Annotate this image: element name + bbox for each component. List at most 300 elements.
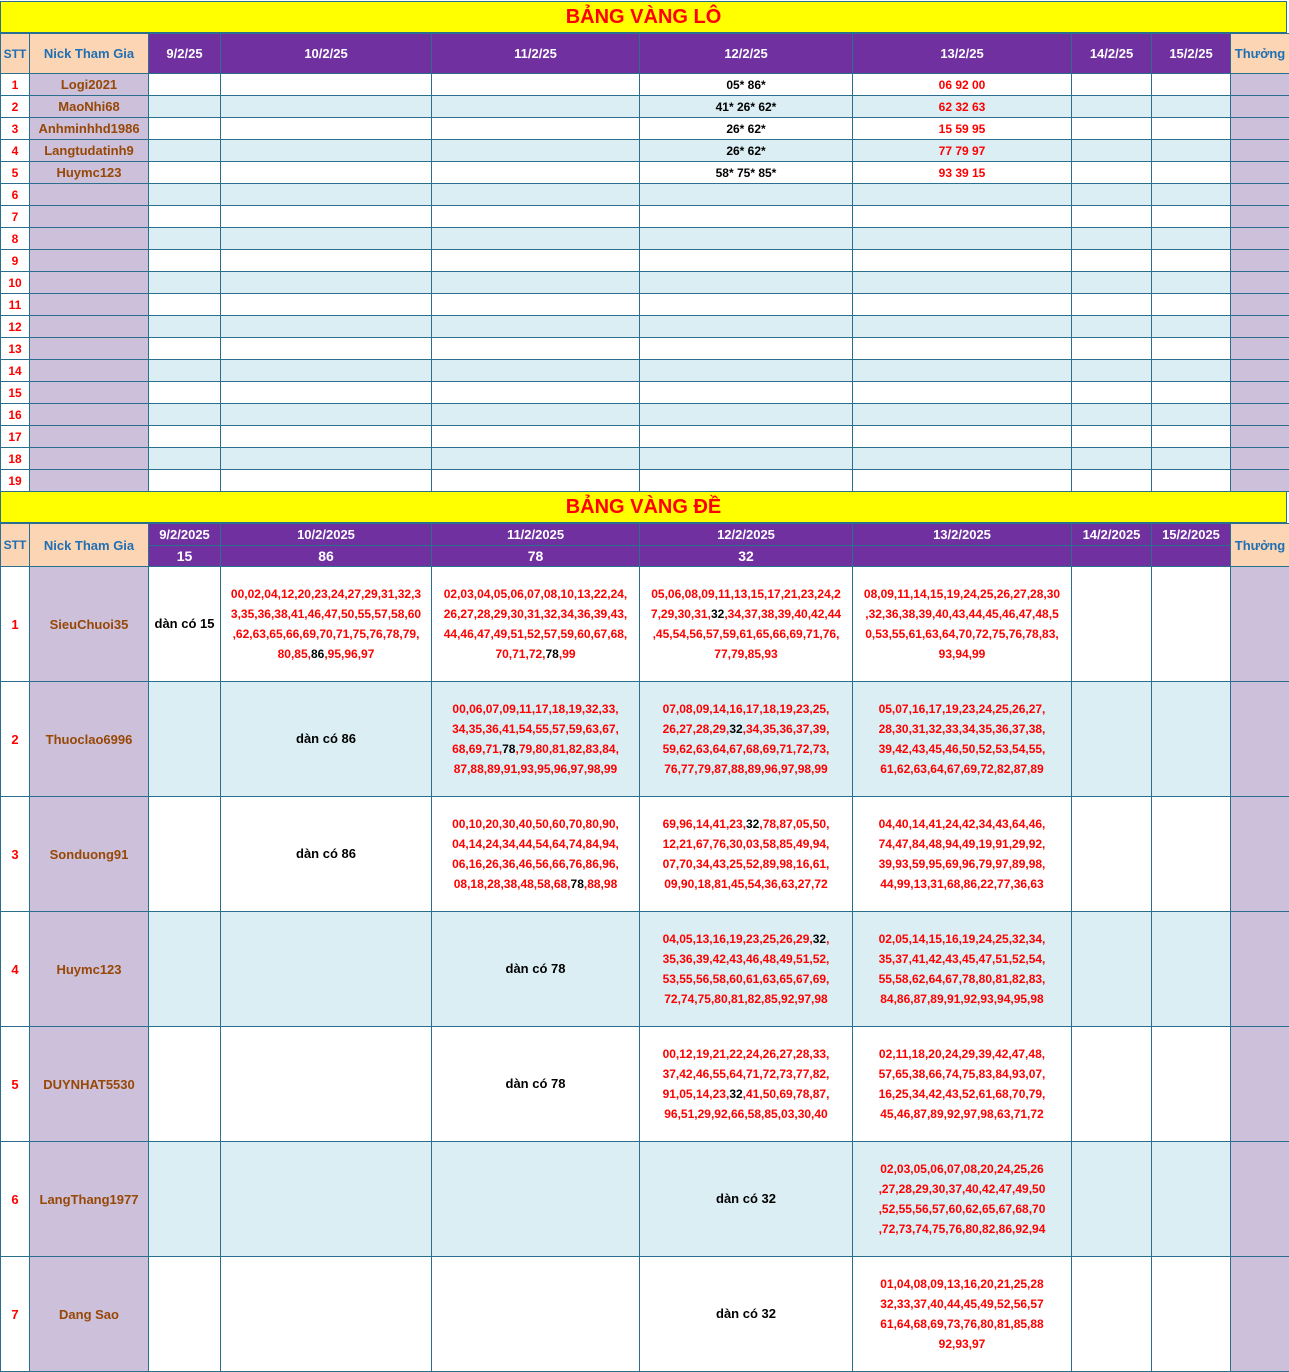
number-line xyxy=(641,584,851,604)
pick-cell xyxy=(1072,162,1152,184)
number-line xyxy=(854,1159,1070,1179)
pick-cell xyxy=(221,272,432,294)
participant-nick: Logi2021 xyxy=(30,74,149,96)
number-line xyxy=(854,1104,1070,1124)
participant-nick: SieuChuoi35 xyxy=(30,567,149,682)
number-set-cell xyxy=(149,1257,221,1372)
pick-cell xyxy=(221,184,432,206)
date-header: 9/2/25 xyxy=(149,34,221,74)
number-segment: 01,04,08,09,13,16,20,21,25,28 xyxy=(880,1277,1044,1291)
number-line xyxy=(854,929,1070,949)
number-set-cell xyxy=(432,567,640,682)
number-segment: ,34,37,38,39,40,42,44 xyxy=(724,607,842,621)
hit-number: 32 xyxy=(710,607,725,621)
number-segment: ,95,96,97 xyxy=(324,647,375,661)
pick-cell xyxy=(853,382,1072,404)
pick-cell xyxy=(853,250,1072,272)
table-row xyxy=(1,426,1289,448)
prize-header: Thưởng xyxy=(1231,524,1289,567)
date-header: 12/2/2025 xyxy=(640,524,853,546)
number-set-cell xyxy=(640,912,853,1027)
number-segment: , xyxy=(826,932,830,946)
number-segment: 00,06,07,09,11,17,18,19,32,33, xyxy=(452,702,619,716)
number-set-cell xyxy=(1152,567,1231,682)
number-set-cell xyxy=(853,1142,1072,1257)
number-line xyxy=(641,719,851,739)
pick-cell xyxy=(149,294,221,316)
number-line xyxy=(641,1084,851,1104)
prize-cell xyxy=(1231,426,1289,448)
pick-cell xyxy=(640,360,853,382)
number-line xyxy=(854,1179,1070,1199)
pick-cell xyxy=(149,404,221,426)
number-segment: ,41,50,69,78,87, xyxy=(742,1087,830,1101)
pick-cell xyxy=(149,448,221,470)
row-number: 5 xyxy=(1,162,30,184)
row-number: 3 xyxy=(1,797,30,912)
pick-cell xyxy=(432,184,640,206)
prize-cell xyxy=(1231,682,1289,797)
prize-cell xyxy=(1231,228,1289,250)
pick-cell xyxy=(1072,294,1152,316)
pick-cell xyxy=(221,96,432,118)
number-set-cell xyxy=(221,912,432,1027)
pick-cell xyxy=(1072,140,1152,162)
pick-cell xyxy=(432,338,640,360)
prize-cell xyxy=(1231,382,1289,404)
hit-number: 78 xyxy=(545,647,559,661)
pick-cell xyxy=(853,360,1072,382)
number-segment: ,62,63,65,66,69,70,71,75,76,78,79, xyxy=(232,627,420,641)
number-segment: 07,70,34,43,25,52,89,98,16,61, xyxy=(662,857,830,871)
table-row xyxy=(1,912,1289,1027)
pick-cell xyxy=(1152,316,1231,338)
pick-cell xyxy=(432,404,640,426)
pick-cell xyxy=(221,338,432,360)
number-line xyxy=(854,1314,1070,1334)
number-segment: ,45,54,56,57,59,61,65,66,69,71,76, xyxy=(652,627,840,641)
pick-cell: 93 39 15 xyxy=(853,162,1072,184)
number-segment: 72,74,75,80,81,82,85,92,97,98 xyxy=(664,992,828,1006)
pick-cell xyxy=(432,360,640,382)
number-segment: 02,11,18,20,24,29,39,42,47,48, xyxy=(878,1047,1046,1061)
pick-cell xyxy=(149,470,221,492)
set-summary: dàn có 86 xyxy=(296,846,356,861)
table-row xyxy=(1,294,1289,316)
pick-cell xyxy=(640,382,853,404)
number-set-cell xyxy=(1072,797,1152,912)
pick-cell xyxy=(149,162,221,184)
pick-cell xyxy=(1072,206,1152,228)
number-line xyxy=(433,644,638,664)
number-set-cell xyxy=(1072,1257,1152,1372)
hit-number: 86 xyxy=(310,647,325,661)
date-header: 9/2/2025 xyxy=(149,524,221,546)
prize-cell xyxy=(1231,206,1289,228)
number-segment: 08,18,28,38,48,58,68, xyxy=(453,877,571,891)
number-set-cell xyxy=(1072,567,1152,682)
pick-cell xyxy=(853,184,1072,206)
row-number: 10 xyxy=(1,272,30,294)
number-segment: 69,96,14,41,23, xyxy=(662,817,746,831)
participant-nick: Dang Sao xyxy=(30,1257,149,1372)
number-line xyxy=(641,989,851,1009)
number-segment: 92,93,97 xyxy=(938,1337,986,1351)
pick-cell: 62 32 63 xyxy=(853,96,1072,118)
participant-nick xyxy=(30,206,149,228)
number-line xyxy=(222,584,430,604)
number-set-cell xyxy=(640,1142,853,1257)
number-line xyxy=(641,604,851,624)
number-segment: 08,09,11,14,15,19,24,25,26,27,28,30 xyxy=(863,587,1061,601)
number-line xyxy=(854,644,1070,664)
number-set-cell xyxy=(640,1257,853,1372)
number-set-cell xyxy=(1072,682,1152,797)
number-segment: 39,42,43,45,46,50,52,53,54,55, xyxy=(878,742,1046,756)
pick-cell xyxy=(1152,250,1231,272)
number-set-cell xyxy=(1072,912,1152,1027)
pick-cell xyxy=(1072,272,1152,294)
number-segment: 02,05,14,15,16,19,24,25,32,34, xyxy=(878,932,1046,946)
participant-nick xyxy=(30,250,149,272)
table-row xyxy=(1,470,1289,492)
pick-cell xyxy=(1152,96,1231,118)
number-set-cell xyxy=(149,1027,221,1142)
de-title-banner: BẢNG VÀNG ĐỀ xyxy=(0,491,1287,523)
number-line xyxy=(854,834,1070,854)
pick-cell xyxy=(1072,316,1152,338)
prize-cell xyxy=(1231,404,1289,426)
number-segment: ,52,55,56,57,60,62,65,67,68,70 xyxy=(878,1202,1046,1216)
pick-cell xyxy=(640,448,853,470)
number-segment: 45,46,87,89,92,97,98,63,71,72 xyxy=(880,1107,1044,1121)
pick-cell xyxy=(432,470,640,492)
pick-cell xyxy=(432,162,640,184)
pick-cell xyxy=(1072,250,1152,272)
prize-cell xyxy=(1231,140,1289,162)
row-number: 15 xyxy=(1,382,30,404)
pick-cell xyxy=(221,118,432,140)
number-segment: 34,35,36,41,54,55,57,59,63,67, xyxy=(452,722,619,736)
number-set-cell xyxy=(149,912,221,1027)
pick-cell xyxy=(149,272,221,294)
result-number: 78 xyxy=(432,546,640,567)
pick-cell xyxy=(221,316,432,338)
pick-cell xyxy=(149,360,221,382)
row-number: 1 xyxy=(1,74,30,96)
row-number: 11 xyxy=(1,294,30,316)
pick-cell xyxy=(1152,184,1231,206)
table-row xyxy=(1,272,1289,294)
number-segment: 26,27,28,29, xyxy=(662,722,730,736)
number-segment: 04,40,14,41,24,42,34,43,64,46, xyxy=(878,817,1046,831)
number-set-cell xyxy=(1152,797,1231,912)
pick-cell xyxy=(149,206,221,228)
row-number: 17 xyxy=(1,426,30,448)
participant-nick: LangThang1977 xyxy=(30,1142,149,1257)
number-set-cell xyxy=(640,797,853,912)
number-segment: 7,29,30,31, xyxy=(650,607,711,621)
date-header: 15/2/2025 xyxy=(1152,524,1231,546)
pick-cell xyxy=(221,294,432,316)
number-line xyxy=(641,834,851,854)
prize-cell xyxy=(1231,272,1289,294)
number-set-cell xyxy=(640,1027,853,1142)
number-set-cell xyxy=(149,1142,221,1257)
pick-cell xyxy=(640,316,853,338)
number-line xyxy=(641,1044,851,1064)
number-line xyxy=(854,949,1070,969)
row-number: 7 xyxy=(1,1257,30,1372)
pick-cell xyxy=(149,118,221,140)
date-header: 11/2/25 xyxy=(432,34,640,74)
row-number: 14 xyxy=(1,360,30,382)
pick-cell xyxy=(149,382,221,404)
date-header: 13/2/2025 xyxy=(853,524,1072,546)
number-segment: 00,12,19,21,22,24,26,27,28,33, xyxy=(662,1047,830,1061)
pick-cell xyxy=(221,162,432,184)
number-set-cell xyxy=(853,1257,1072,1372)
number-segment: ,88,98 xyxy=(583,877,618,891)
row-number: 19 xyxy=(1,470,30,492)
number-line xyxy=(433,1074,638,1094)
number-line xyxy=(854,1274,1070,1294)
pick-cell xyxy=(432,96,640,118)
pick-cell xyxy=(432,316,640,338)
pick-cell: 26* 62* xyxy=(640,118,853,140)
pick-cell xyxy=(853,470,1072,492)
number-segment: 59,62,63,64,67,68,69,71,72,73, xyxy=(662,742,830,756)
table-row xyxy=(1,448,1289,470)
date-header: 10/2/25 xyxy=(221,34,432,74)
number-line xyxy=(854,1044,1070,1064)
number-set-cell xyxy=(1152,1027,1231,1142)
number-line xyxy=(854,759,1070,779)
table-row xyxy=(1,250,1289,272)
number-segment: ,27,28,29,30,37,40,42,47,49,50 xyxy=(878,1182,1046,1196)
number-line xyxy=(641,969,851,989)
number-line xyxy=(854,1199,1070,1219)
number-line xyxy=(641,624,851,644)
pick-cell xyxy=(640,184,853,206)
number-line xyxy=(433,584,638,604)
pick-cell xyxy=(1072,470,1152,492)
pick-cell xyxy=(853,206,1072,228)
number-line xyxy=(854,699,1070,719)
number-set-cell xyxy=(853,797,1072,912)
pick-cell xyxy=(432,448,640,470)
participant-nick xyxy=(30,470,149,492)
pick-cell xyxy=(853,426,1072,448)
number-set-cell xyxy=(221,682,432,797)
number-line xyxy=(854,969,1070,989)
hit-number: 32 xyxy=(729,1087,743,1101)
number-segment: 05,06,08,09,11,13,15,17,21,23,24,2 xyxy=(651,587,841,601)
pick-cell: 06 92 00 xyxy=(853,74,1072,96)
number-line xyxy=(641,759,851,779)
number-set-cell xyxy=(221,1027,432,1142)
number-line xyxy=(433,854,638,874)
date-header: 15/2/25 xyxy=(1152,34,1231,74)
number-segment: 35,36,39,42,43,46,48,49,51,52, xyxy=(662,952,830,966)
number-line xyxy=(854,739,1070,759)
number-line xyxy=(222,644,430,664)
number-line xyxy=(641,1189,851,1209)
number-segment: ,32,36,38,39,40,43,44,45,46,47,48,5 xyxy=(865,607,1059,621)
number-set-cell xyxy=(853,1027,1072,1142)
pick-cell xyxy=(640,294,853,316)
row-number: 4 xyxy=(1,140,30,162)
prize-cell xyxy=(1231,96,1289,118)
pick-cell xyxy=(853,272,1072,294)
prize-cell xyxy=(1231,316,1289,338)
participant-nick xyxy=(30,228,149,250)
table-row xyxy=(1,184,1289,206)
pick-cell: 15 59 95 xyxy=(853,118,1072,140)
hit-number: 32 xyxy=(729,722,743,736)
number-segment: 02,03,04,05,06,07,08,10,13,22,24, xyxy=(443,587,628,601)
number-set-cell xyxy=(432,1142,640,1257)
prize-cell xyxy=(1231,250,1289,272)
pick-cell xyxy=(1152,162,1231,184)
number-line xyxy=(641,1064,851,1084)
number-segment: 44,99,13,31,68,86,22,77,36,63 xyxy=(880,877,1044,891)
number-set-cell xyxy=(149,567,221,682)
result-number xyxy=(1152,546,1231,567)
pick-cell xyxy=(221,426,432,448)
prize-cell xyxy=(1231,184,1289,206)
number-segment: 57,65,38,66,74,75,83,84,93,07, xyxy=(878,1067,1046,1081)
pick-cell xyxy=(1152,360,1231,382)
number-set-cell xyxy=(221,797,432,912)
number-set-cell xyxy=(853,682,1072,797)
number-segment: 53,55,56,58,60,61,63,65,67,69, xyxy=(662,972,830,986)
pick-cell xyxy=(221,228,432,250)
row-number: 6 xyxy=(1,184,30,206)
pick-cell xyxy=(1152,338,1231,360)
row-number: 7 xyxy=(1,206,30,228)
number-line xyxy=(854,874,1070,894)
pick-cell xyxy=(1072,228,1152,250)
date-header: 14/2/2025 xyxy=(1072,524,1152,546)
number-segment: 70,71,72, xyxy=(495,647,546,661)
number-line xyxy=(150,614,219,634)
number-line xyxy=(854,719,1070,739)
table-row xyxy=(1,316,1289,338)
number-segment: 37,42,46,55,64,71,72,73,77,82, xyxy=(662,1067,830,1081)
result-number xyxy=(853,546,1072,567)
pick-cell xyxy=(432,382,640,404)
prize-cell xyxy=(1231,118,1289,140)
number-line xyxy=(641,1104,851,1124)
number-segment: 09,90,18,81,45,54,36,63,27,72 xyxy=(664,877,828,891)
pick-cell xyxy=(1152,74,1231,96)
pick-cell xyxy=(1072,360,1152,382)
number-segment: 80,85, xyxy=(277,647,311,661)
result-number xyxy=(1072,546,1152,567)
pick-cell xyxy=(640,338,853,360)
number-set-cell xyxy=(640,682,853,797)
number-set-cell xyxy=(1152,912,1231,1027)
number-segment: 55,58,62,64,67,78,80,81,82,83, xyxy=(878,972,1046,986)
number-line xyxy=(433,759,638,779)
pick-cell xyxy=(1152,272,1231,294)
pick-cell: 05* 86* xyxy=(640,74,853,96)
number-segment: ,78,87,05,50, xyxy=(759,817,830,831)
pick-cell xyxy=(1152,140,1231,162)
date-header: 13/2/25 xyxy=(853,34,1072,74)
pick-cell xyxy=(149,250,221,272)
participant-nick xyxy=(30,360,149,382)
number-line xyxy=(854,1334,1070,1354)
prize-cell xyxy=(1231,1027,1289,1142)
number-set-cell xyxy=(221,1257,432,1372)
pick-cell: 26* 62* xyxy=(640,140,853,162)
number-line xyxy=(854,854,1070,874)
pick-cell xyxy=(221,448,432,470)
prize-cell xyxy=(1231,912,1289,1027)
prize-cell xyxy=(1231,1142,1289,1257)
number-line xyxy=(641,739,851,759)
number-line xyxy=(854,584,1070,604)
number-segment: 3,35,36,38,41,46,47,50,55,57,58,60 xyxy=(230,607,422,621)
table-row xyxy=(1,404,1289,426)
table-row xyxy=(1,206,1289,228)
number-line xyxy=(641,814,851,834)
table-row xyxy=(1,162,1289,184)
participant-nick: Langtudatinh9 xyxy=(30,140,149,162)
pick-cell xyxy=(221,140,432,162)
table-row xyxy=(1,682,1289,797)
number-line xyxy=(854,624,1070,644)
number-segment: 61,64,68,69,73,76,80,81,85,88 xyxy=(880,1317,1044,1331)
stt-header: STT xyxy=(1,524,30,567)
number-line xyxy=(433,719,638,739)
pick-cell xyxy=(1152,448,1231,470)
number-segment: ,72,73,74,75,76,80,82,86,92,94 xyxy=(878,1222,1046,1236)
number-line xyxy=(854,1294,1070,1314)
number-line xyxy=(433,604,638,624)
prize-cell xyxy=(1231,797,1289,912)
number-segment: 05,07,16,17,19,23,24,25,26,27, xyxy=(878,702,1046,716)
table-row xyxy=(1,96,1289,118)
table-row xyxy=(1,797,1289,912)
prize-cell xyxy=(1231,360,1289,382)
number-line xyxy=(222,844,430,864)
pick-cell xyxy=(1072,382,1152,404)
pick-cell xyxy=(432,294,640,316)
number-segment: 00,02,04,12,20,23,24,27,29,31,32,3 xyxy=(230,587,422,601)
prize-cell xyxy=(1231,1257,1289,1372)
date-header: 12/2/25 xyxy=(640,34,853,74)
participant-nick: Huymc123 xyxy=(30,912,149,1027)
pick-cell: 58* 75* 85* xyxy=(640,162,853,184)
participant-nick: MaoNhi68 xyxy=(30,96,149,118)
lo-table xyxy=(0,33,1289,492)
prize-cell xyxy=(1231,338,1289,360)
pick-cell xyxy=(432,426,640,448)
number-segment: 12,21,67,76,30,03,58,85,49,94, xyxy=(662,837,830,851)
number-segment: 32,33,37,40,44,45,49,52,56,57 xyxy=(880,1297,1044,1311)
pick-cell xyxy=(221,470,432,492)
pick-cell xyxy=(149,184,221,206)
row-number: 4 xyxy=(1,912,30,1027)
number-segment: 91,05,14,23, xyxy=(662,1087,730,1101)
pick-cell xyxy=(221,250,432,272)
pick-cell xyxy=(1152,426,1231,448)
hit-number: 32 xyxy=(812,932,827,946)
number-segment: 04,05,13,16,19,23,25,26,29, xyxy=(662,932,813,946)
